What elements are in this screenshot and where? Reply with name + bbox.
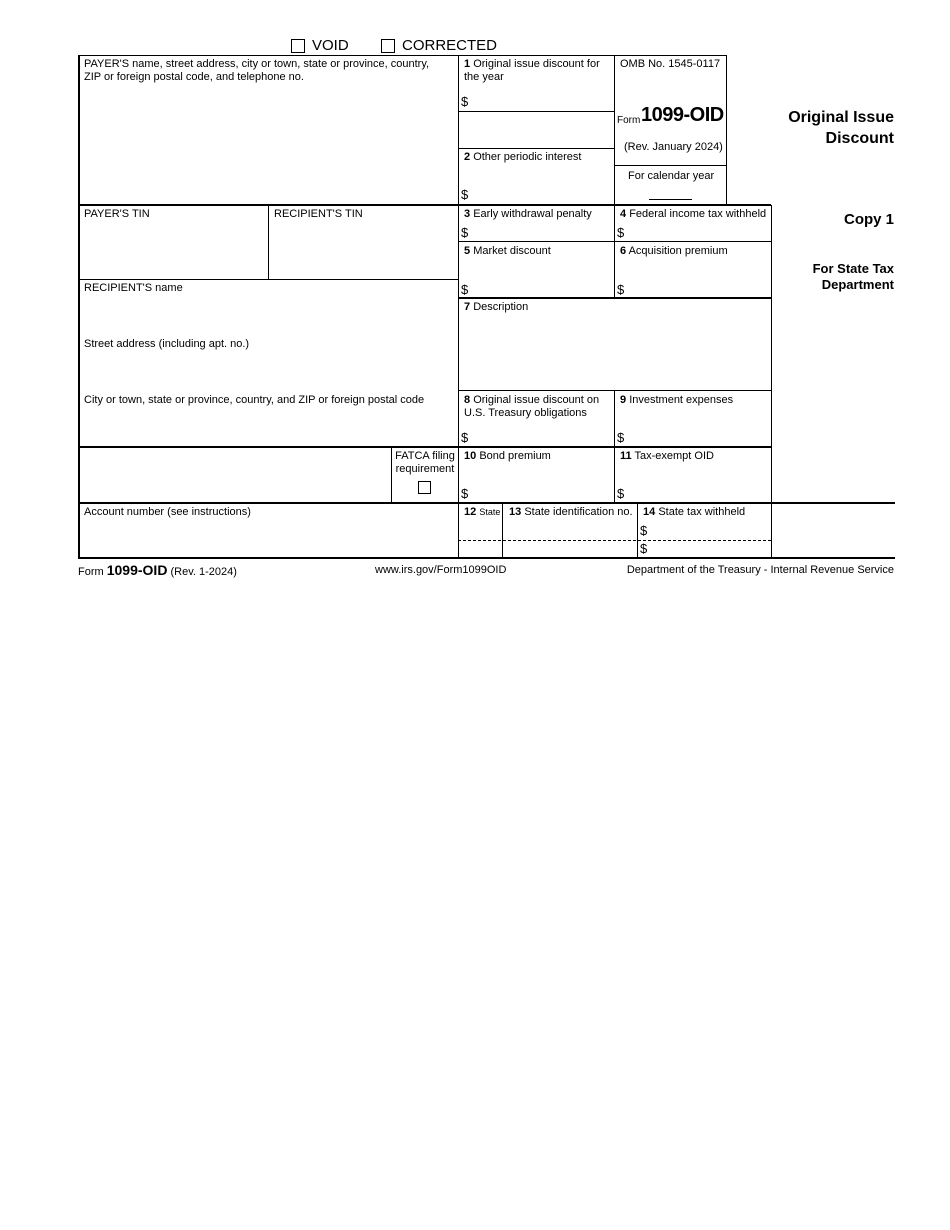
form-top-border bbox=[78, 55, 727, 56]
form-title-line2: Discount bbox=[825, 130, 894, 147]
col-divider-b3-b6 bbox=[614, 205, 615, 298]
box13-field-1[interactable] bbox=[505, 521, 635, 539]
box14-field-1[interactable] bbox=[650, 521, 769, 539]
box1-label: 1 Original issue discount for the year bbox=[464, 58, 600, 83]
box10-label: 10 Bond premium bbox=[464, 450, 551, 462]
box5-dollar: $ bbox=[461, 282, 469, 297]
box8-label: 8 Original issue discount on U.S. Treasury obligations bbox=[464, 394, 600, 419]
b12-divider bbox=[502, 503, 503, 558]
row-line-b7 bbox=[458, 297, 771, 299]
box2-field[interactable] bbox=[470, 182, 612, 202]
box10-field[interactable] bbox=[470, 480, 612, 500]
box13-field-2[interactable] bbox=[505, 542, 635, 556]
city-field[interactable] bbox=[80, 409, 456, 445]
box12-field-2[interactable] bbox=[460, 542, 500, 556]
box3-field[interactable] bbox=[470, 223, 612, 240]
omb-number: OMB No. 1545-0117 bbox=[620, 58, 721, 70]
corrected-checkbox[interactable] bbox=[381, 39, 395, 53]
recipient-name-field[interactable] bbox=[80, 297, 456, 333]
col-divider-main bbox=[458, 55, 459, 557]
form-title bbox=[740, 107, 894, 149]
box9-label: 9 Investment expenses bbox=[620, 394, 734, 406]
box6-label: 6 Acquisition premium bbox=[620, 245, 728, 257]
row-line-recipient-name bbox=[78, 279, 458, 280]
form-number: 1099-OID bbox=[641, 104, 724, 126]
box7-field[interactable] bbox=[462, 316, 769, 388]
recipient-name-label: RECIPIENT'S name bbox=[84, 282, 183, 294]
recipient-tin-field[interactable] bbox=[270, 224, 456, 278]
box4-label: 4 Federal income tax withheld bbox=[620, 208, 767, 220]
footer-form-id: Form 1099-OID (Rev. 1-2024) bbox=[78, 562, 237, 578]
box2-dollar: $ bbox=[461, 187, 469, 202]
street-address-field[interactable] bbox=[80, 353, 456, 389]
corrected-label: CORRECTED bbox=[402, 37, 498, 54]
box3-label: 3 Early withdrawal penalty bbox=[464, 208, 592, 220]
tin-divider bbox=[268, 205, 269, 279]
box5-field[interactable] bbox=[470, 276, 612, 296]
box11-dollar: $ bbox=[617, 486, 625, 501]
col-divider-right bbox=[771, 205, 772, 558]
box10-dollar: $ bbox=[461, 486, 469, 501]
b13-divider bbox=[637, 503, 638, 558]
row-line-b8 bbox=[458, 390, 771, 391]
city-label: City or town, state or province, country, and ZIP or foreign postal code bbox=[84, 394, 425, 406]
state-dashed-line bbox=[458, 540, 771, 541]
copy-destination bbox=[780, 261, 894, 293]
payer-name-label: PAYER'S name, street address, city or town, state or province, country, ZIP or foreign postal code, and telephone no. bbox=[84, 58, 430, 83]
row-line-tin bbox=[78, 204, 771, 206]
footer-url[interactable]: www.irs.gov/Form1099OID bbox=[375, 564, 507, 576]
calendar-top bbox=[614, 165, 726, 166]
fatca-label: FATCA filing requirement bbox=[395, 450, 455, 475]
copy-destination-line1: For State Tax bbox=[812, 261, 894, 276]
box3-dollar: $ bbox=[461, 225, 469, 240]
footer-agency: Department of the Treasury - Internal Revenue Service bbox=[626, 564, 894, 576]
box14-field-2[interactable] bbox=[650, 542, 769, 556]
row-line-account bbox=[78, 502, 895, 504]
box9-field[interactable] bbox=[626, 424, 769, 444]
box6-dollar: $ bbox=[617, 282, 625, 297]
payer-tin-field[interactable] bbox=[80, 224, 266, 278]
copy-title: Copy 1 bbox=[843, 211, 894, 228]
street-address-label: Street address (including apt. no.) bbox=[84, 338, 250, 350]
recipient-tin-label: RECIPIENT'S TIN bbox=[274, 208, 363, 220]
payer-name-field[interactable] bbox=[80, 86, 456, 202]
b1-bottom bbox=[458, 111, 614, 112]
box12-label: 12 State bbox=[464, 506, 501, 518]
account-field[interactable] bbox=[80, 521, 456, 556]
box13-label: 13 State identification no. bbox=[509, 506, 633, 518]
fatca-checkbox[interactable] bbox=[418, 481, 431, 494]
box1-field[interactable] bbox=[470, 90, 612, 110]
row-line-b5 bbox=[458, 241, 771, 242]
box11-field[interactable] bbox=[626, 480, 769, 500]
box14-label: 14 State tax withheld bbox=[643, 506, 746, 518]
box4-dollar: $ bbox=[617, 225, 625, 240]
box6-field[interactable] bbox=[626, 276, 769, 296]
form-title-line1: Original Issue bbox=[788, 109, 894, 126]
payer-tin-label: PAYER'S TIN bbox=[84, 208, 150, 220]
copy-destination-line2: Department bbox=[821, 277, 894, 292]
box8-field[interactable] bbox=[470, 424, 612, 444]
calendar-year-field[interactable] bbox=[649, 199, 692, 200]
form-word: Form bbox=[617, 115, 641, 126]
account-label: Account number (see instructions) bbox=[84, 506, 251, 518]
box11-label: 11 Tax-exempt OID bbox=[620, 450, 714, 462]
box14-dollar-2: $ bbox=[640, 541, 648, 556]
box5-label: 5 Market discount bbox=[464, 245, 551, 257]
calendar-year-label: For calendar year bbox=[628, 170, 715, 182]
box12-field-1[interactable] bbox=[460, 521, 500, 539]
col-divider-omb bbox=[614, 55, 615, 205]
b2-top bbox=[458, 148, 614, 149]
box4-field[interactable] bbox=[626, 223, 769, 240]
fatca-divider bbox=[391, 447, 392, 502]
omb-right-border bbox=[726, 55, 727, 205]
box7-label: 7 Description bbox=[464, 301, 529, 313]
void-label: VOID bbox=[312, 37, 349, 54]
form-revision: (Rev. January 2024) bbox=[624, 141, 723, 153]
box8-dollar: $ bbox=[461, 430, 469, 445]
box1-dollar: $ bbox=[461, 94, 469, 109]
form-bottom-border bbox=[78, 557, 895, 559]
unnamed-field[interactable] bbox=[80, 448, 389, 501]
box14-dollar-1: $ bbox=[640, 523, 648, 538]
void-checkbox[interactable] bbox=[291, 39, 305, 53]
box2-label: 2 Other periodic interest bbox=[464, 151, 582, 163]
box9-dollar: $ bbox=[617, 430, 625, 445]
